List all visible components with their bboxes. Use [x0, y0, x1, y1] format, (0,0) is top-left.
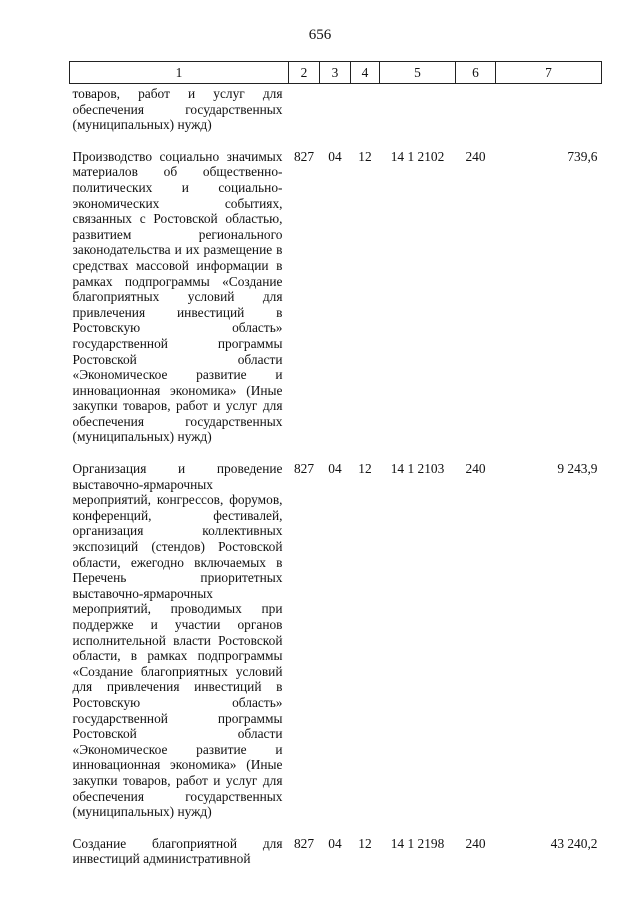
row-expense-type: 240	[465, 461, 486, 477]
row-description: товаров, работ и услуг для обеспечения государственных (муниципальных) нужд)	[72, 86, 283, 133]
header-col-5: 5	[380, 62, 456, 84]
row-target-article	[380, 84, 456, 149]
row-subsection-code: 12	[358, 835, 372, 851]
header-col-4: 4	[351, 62, 380, 84]
row-section-code: 04	[328, 148, 342, 164]
row-description: Создание благоприятной для инвестиций административной	[72, 835, 283, 867]
row-ministry-code	[289, 84, 320, 149]
row-expense-type	[456, 84, 496, 149]
row-ministry-code: 827	[293, 835, 315, 851]
table-row	[70, 84, 602, 149]
table-header-row	[70, 62, 602, 84]
header-col-1: 1	[70, 62, 289, 84]
row-section-code: 04	[328, 835, 342, 851]
row-amount: 43 240,2	[550, 835, 598, 851]
header-col-3: 3	[320, 62, 351, 84]
table-row	[70, 461, 602, 836]
header-col-7: 7	[496, 62, 602, 84]
row-expense-type: 240	[465, 148, 486, 164]
row-subsection-code: 12	[358, 148, 372, 164]
table-row	[70, 149, 602, 461]
row-subsection-code: 12	[358, 461, 372, 477]
page-number: 656	[308, 27, 332, 43]
header-col-2: 2	[289, 62, 320, 84]
row-ministry-code: 827	[293, 148, 315, 164]
row-description: Производство социально значимых материалов об общественно-политических и социально-экономических событиях, связанных с Ростовской областью, развитием регионального законодательства и их размещение в средствах массовой информации в рамках подпрограммы «Создание благоприятных условий для привлечения инвестиций в Ростовскую область» государственной программы Ростовской области «Экономическое развитие и инновационная экономика» (Иные закупки товаров, работ и услуг для обеспечения государственных (муниципальных) нужд)	[72, 148, 283, 445]
row-section-code	[320, 84, 351, 149]
budget-table	[69, 61, 602, 867]
row-section-code: 04	[328, 461, 342, 477]
row-expense-type: 240	[465, 835, 486, 851]
row-target-article: 14 1 2103	[390, 461, 445, 477]
table-row	[70, 836, 602, 867]
row-ministry-code: 827	[293, 461, 315, 477]
row-amount: 739,6	[567, 148, 598, 164]
row-amount	[496, 84, 602, 149]
row-target-article: 14 1 2102	[390, 148, 445, 164]
row-amount: 9 243,9	[557, 461, 598, 477]
row-subsection-code	[351, 84, 380, 149]
row-target-article: 14 1 2198	[390, 835, 445, 851]
header-col-6: 6	[456, 62, 496, 84]
row-description: Организация и проведение выставочно-ярмарочных мероприятий, конгрессов, форумов, конференций, фестивалей, организация коллективных экспозиций (стендов) Ростовской области, ежегодно включаемых в Перечень приоритетных выставочно-ярмарочных мероприятий, проводимых при поддержке и участии органов исполнительной власти Ростовской области, в рамках подпрограммы «Создание благоприятных условий для привлечения инвестиций в Ростовскую область» государственной программы Ростовской области «Экономическое развитие и инновационная экономика» (Иные закупки товаров, работ и услуг для обеспечения государственных (муниципальных) нужд)	[72, 461, 283, 820]
